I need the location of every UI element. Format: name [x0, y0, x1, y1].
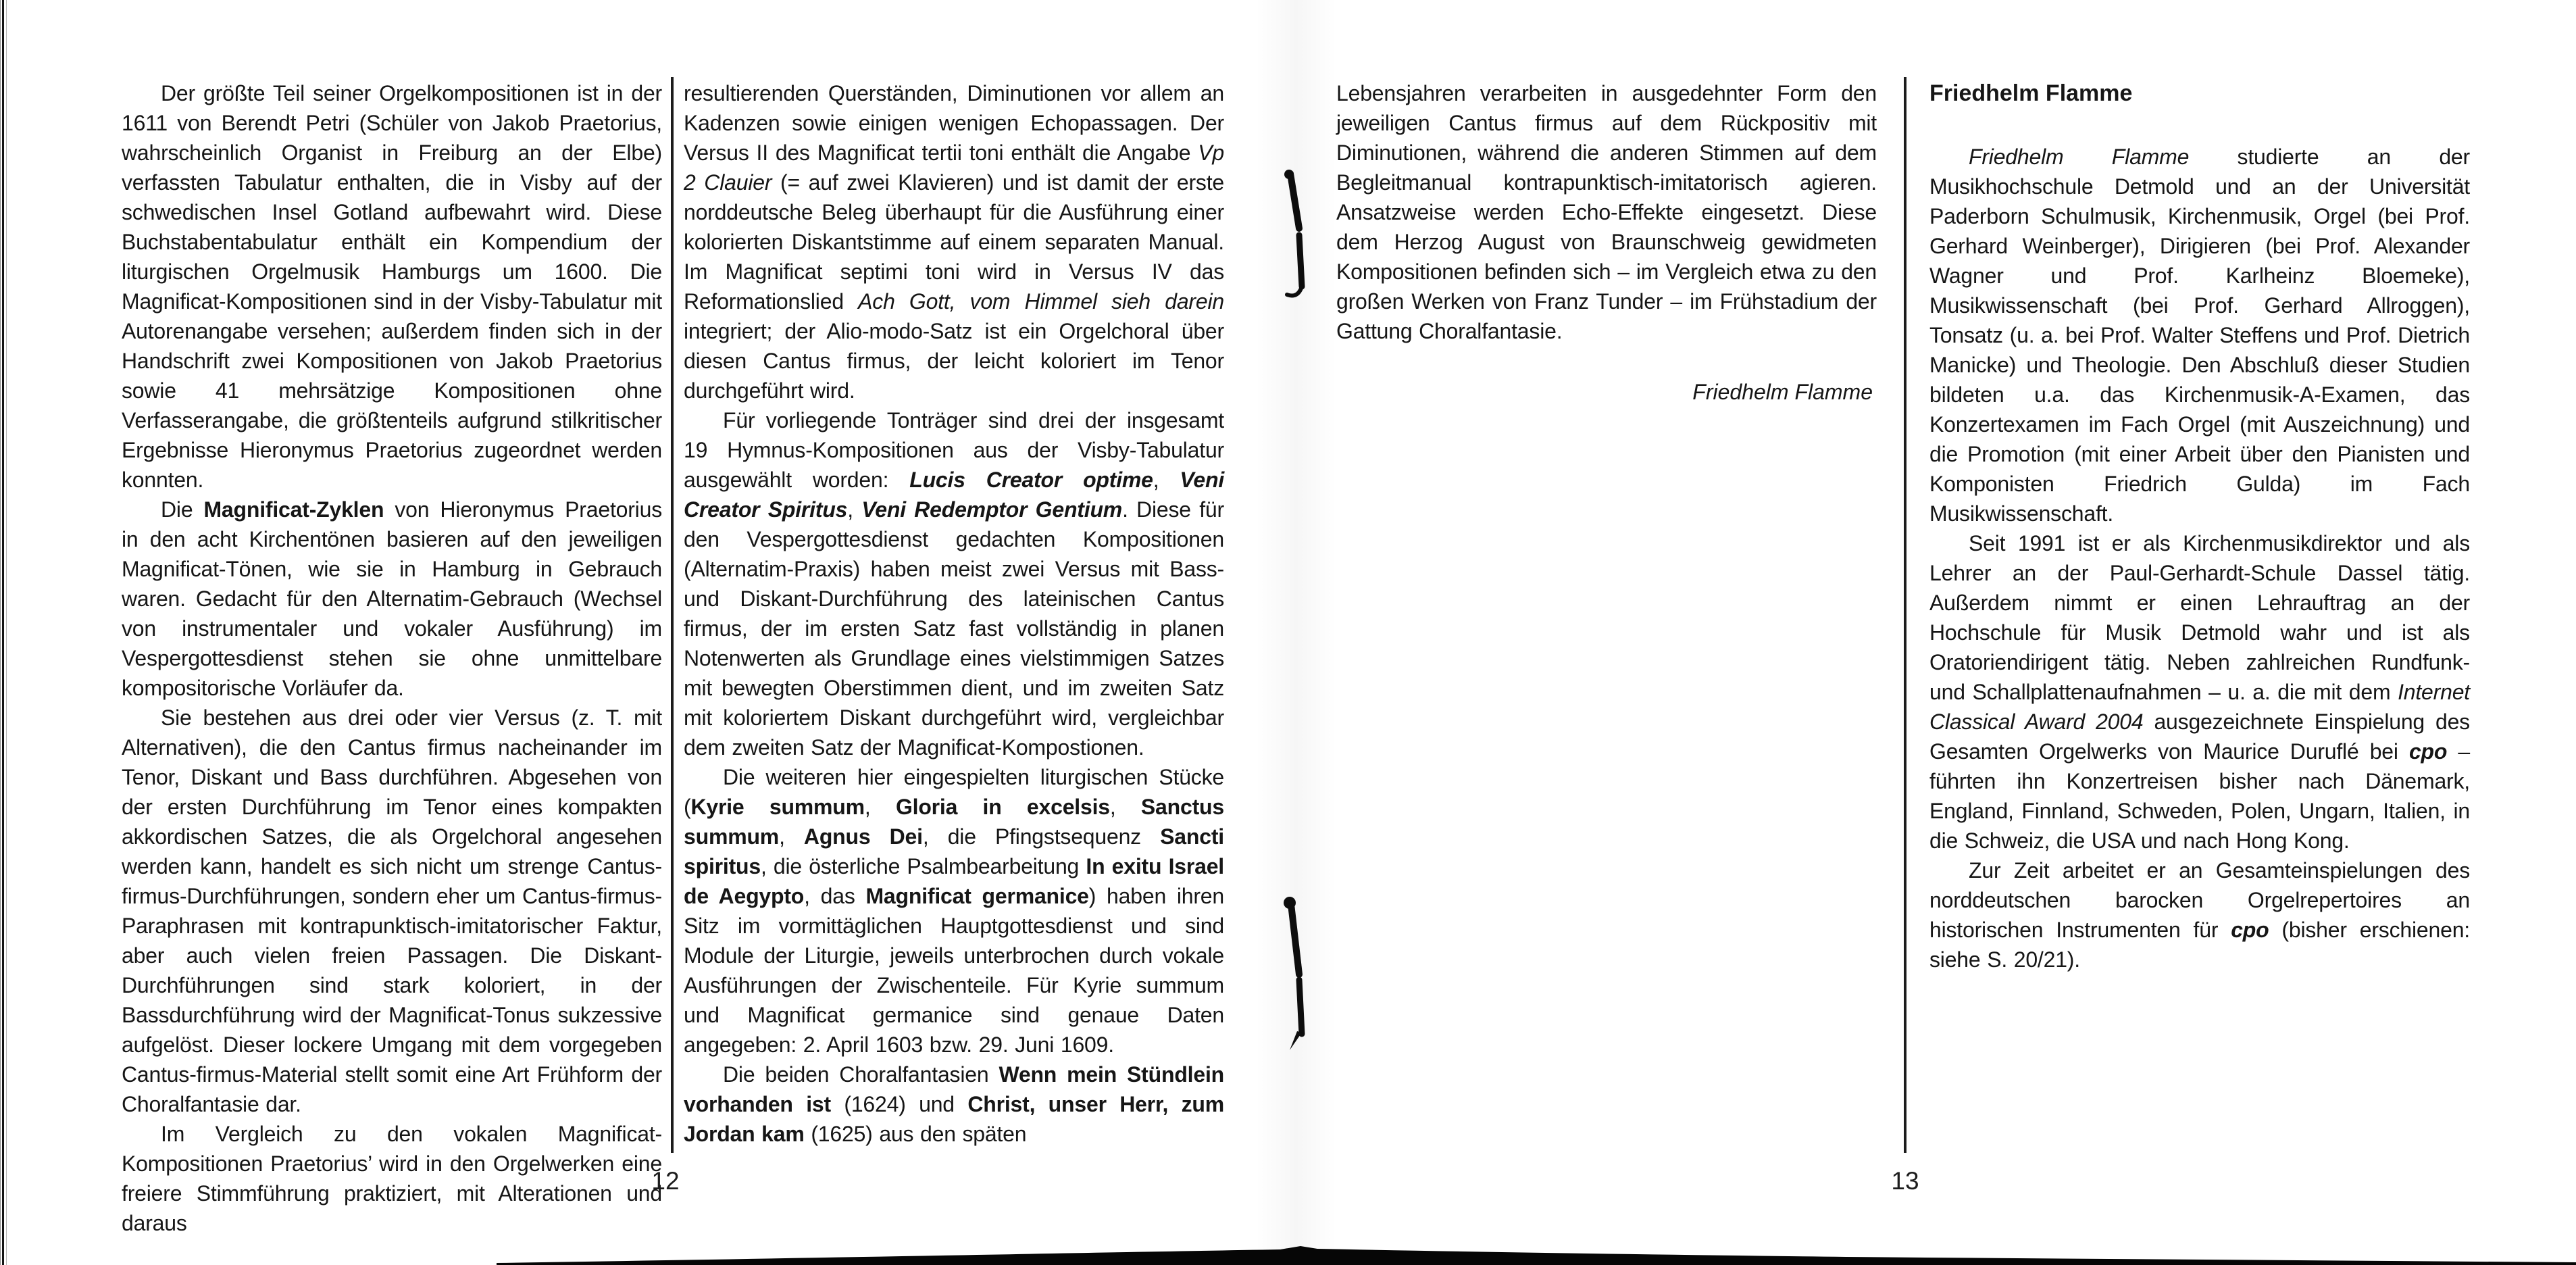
text-run: cpo — [2231, 918, 2269, 942]
text-run: (bisher erschienen: siehe S. 20/21). — [1929, 918, 2470, 972]
text-run: Magnificat germanice — [865, 884, 1089, 908]
text-run: resultierenden Querständen, Diminutionen vor allem an Kadenzen sowie einigen wenigen Echopassagen. Der Versus II des Magnificat tertii toni enthält die Angabe — [684, 81, 1224, 165]
text-run: Ach Gott, vom Himmel sieh darein — [858, 289, 1224, 314]
text-column-1 — [122, 78, 662, 1238]
text-run: , — [1109, 795, 1141, 819]
text-run: Sie bestehen aus drei oder vier Versus (z. T. mit Alternativen), die den Cantus firmus nacheinander im Tenor, Diskant und Bass durchführen. Abgesehen von der ersten Durchführung im Tenor eines kompakten akkordischen Satzes, die als Orgelchoral angesehen werden kann, handelt es sich nicht um strenge Cantus-firmus-Durchführungen, sondern eher um Cantus-firmus-Paraphrasen mit kontrapunktisch-imitatorischer Faktur, aber auch vielen freien Passagen. Die Diskant-Durchführungen sind stark koloriert, in der Bassdurchführung wird der Magnificat-Tonus sukzessive aufgelöst. Dieser lockere Umgang mit dem vorgegeben Cantus-firmus-Material stellt somit eine Art Frühform der Choralfantasie dar. — [122, 705, 662, 1116]
page-number-right: 13 — [1891, 1167, 1919, 1195]
text-run: Veni Redemptor Gentium — [861, 497, 1123, 522]
text-column-2 — [684, 78, 1224, 1149]
text-run: Lebensjahren verarbeiten in ausgedehnter Form den jeweiligen Cantus firmus auf dem Rückpositiv mit Diminutionen, während die anderen Stimmen auf dem Begleitmanual kontrapunktisch-imitatorisch agieren. Ansatzweise werden Echo-Effekte eingesetzt. Diese dem Herzog August von Braunschweig gewidmeten Kompositionen befinden sich – im Vergleich etwa zu den großen Werken von Franz Tunder – im Frühstadium der Gattung Choralfantasie. — [1336, 81, 1877, 343]
column-divider — [671, 77, 674, 1153]
text-run: Magnificat-Zyklen — [203, 497, 384, 522]
text-run: (1625) aus den späten — [804, 1122, 1027, 1146]
text-run: Gloria in excelsis — [895, 795, 1110, 819]
text-run: , — [779, 824, 804, 849]
text-run: , die Pfingstsequenz — [922, 824, 1161, 849]
column-body — [1929, 142, 2470, 974]
text-run: Zur Zeit arbeitet er an Gesamteinspielungen des norddeutschen barocken Orgelrepertoires an historischen Instrumenten für — [1929, 858, 2470, 942]
text-run: In exitu Israel de Aegypto — [684, 854, 1224, 908]
page-number-left: 12 — [651, 1167, 680, 1195]
paragraph — [1929, 528, 2470, 855]
text-run: Die weiteren hier eingespielten liturgischen Stücke ( — [684, 765, 1224, 819]
text-column-3 — [1336, 78, 1877, 407]
text-run: studierte an der Musikhochschule Detmold und an der Universität Paderborn Schulmusik, Kirchenmusik, Orgel (bei Prof. Gerhard Weinberger), Dirigieren (bei Prof. Alexander Wagner und Prof. Karlheinz Bloemeke), Musikwissenschaft (bei Prof. Gerhard Allroggen), Tonsatz (u. a. bei Prof. Walter Steffens und Prof. Dietrich Manicke) und Theologie. Den Abschluß dieser Studien bildeten u.a. das Kirchenmusik-A-Examen, das Konzertexamen im Fach Orgel (mit Auszeichnung) und die Promotion (mit einer Arbeit über den Pianisten und Komponisten Friedrich Gulda) im Fach Musikwissenschaft. — [1929, 145, 2470, 526]
text-run: Wenn mein Stündlein vorhanden ist — [684, 1062, 1224, 1116]
staple-mark-top — [1280, 168, 1306, 301]
text-run: Agnus Dei — [803, 824, 923, 849]
paragraph — [1336, 78, 1877, 346]
paragraph — [122, 495, 662, 703]
text-run: Seit 1991 ist er als Kirchenmusikdirektor und als Lehrer an der Paul-Gerhardt-Schule Dassel tätig. Außerdem nimmt er einen Lehrauftrag an der Hochschule für Musik Detmold wahr und ist als Oratoriendirigent tätig. Neben zahlreichen Rundfunk- und Schallplattenaufnahmen – u. a. die mit dem — [1929, 531, 2470, 704]
paragraph — [1929, 855, 2470, 974]
paragraph — [684, 405, 1224, 762]
text-run: – führten ihn Konzertreisen bisher nach Dänemark, England, Finnland, Schweden, Polen, Ungarn, Italien, in die Schweiz, die USA und nach Hong Kong. — [1929, 739, 2470, 853]
text-run: Die — [161, 497, 204, 522]
text-run: Der größte Teil seiner Orgelkompositionen ist in der 1611 von Berendt Petri (Schüler von Jakob Praetorius, wahrscheinlich Organist in Freiburg an der Elbe) verfassten Tabulatur enthalten, die in Visby auf der schwedischen Insel Gotland aufbewahrt wird. Diese Buchstabentabulatur enthält ein Kompendium der liturgischen Orgelmusik Hamburgs um 1600. Die Magnificat-Kompositionen sind in der Visby-Tabulatur mit Autorenangabe versehen; außerdem finden sich in der Handschrift zwei Kompositionen von Jakob Praetorius sowie 41 mehrsätzige Kompositionen ohne Verfasserangabe, die größtenteils aufgrund stilkritischer Ergebnisse Hieronymus Praetorius zugeordnet werden konnten. — [122, 81, 662, 492]
text-run: Sanctus summum — [684, 795, 1224, 849]
paragraph — [684, 78, 1224, 405]
column-body — [1336, 78, 1877, 346]
text-run: Kyrie summum — [690, 795, 865, 819]
bio-heading: Friedhelm Flamme — [1929, 80, 2133, 106]
text-run: , das — [804, 884, 866, 908]
paragraph — [1929, 142, 2470, 528]
text-run: Christ, unser Herr, zum Jordan kam — [684, 1092, 1224, 1146]
text-run: (= auf zwei Klavieren) und ist damit der erste norddeutsche Beleg überhaupt für die Ausführung einer kolorierten Diskantstimme auf einem separaten Manual. Im Magnificat septimi toni wird in Versus IV das Reformationslied — [684, 170, 1224, 314]
text-run: Im Vergleich zu den vokalen Magnificat-Kompositionen Praetorius’ wird in den Orgelwerken eine freiere Stimmführung praktiziert, mit Alterationen und daraus — [122, 1122, 662, 1235]
text-run: , die österliche Psalmbearbeitung — [760, 854, 1086, 878]
text-run: Sancti spiritus — [684, 824, 1224, 878]
text-run: Internet Classical Award 2004 — [1929, 680, 2470, 734]
paragraph — [122, 1119, 662, 1238]
text-run: ) haben ihren Sitz im vormittäglichen Hauptgottesdienst und sind Module der Liturgie, jeweils unterbrochen durch vokale Ausführungen der Zwischenteile. Für Kyrie summum und Magnificat germanice sind genaue Daten angegeben: 2. April 1603 bzw. 29. Juni 1609. — [684, 884, 1224, 1057]
text-run: von Hieronymus Praetorius in den acht Kirchentönen basieren auf den jeweiligen Magnificat-Tönen, wie sie in Hamburg in Gebrauch waren. Gedacht für den Alternatim-Gebrauch (Wechsel von instrumentaler und vokaler Ausführung) im Vespergottesdienst stehen sie ohne unmittelbare kompositorische Vorläufer da. — [122, 497, 662, 700]
author-signature: Friedhelm Flamme — [1692, 380, 1873, 404]
text-column-4 — [1929, 78, 2470, 974]
text-run: , — [1153, 468, 1180, 492]
text-run: Für vorliegende Tonträger sind drei der insgesamt 19 Hymnus-Kompositionen aus der Visby-Tabulatur ausgewählt worden: — [684, 408, 1224, 492]
text-run: Friedhelm Flamme — [1969, 145, 2190, 169]
text-run: Veni Creator Spiritus — [684, 468, 1225, 522]
paragraph — [684, 762, 1224, 1060]
column-divider — [1904, 77, 1906, 1153]
text-run: integriert; der Alio-modo-Satz ist ein Orgelchoral über diesen Cantus firmus, der leicht koloriert im Tenor durchgeführt wird. — [684, 319, 1224, 403]
text-run: cpo — [2408, 739, 2448, 764]
paragraph — [122, 78, 662, 495]
text-run: Lucis Creator optime — [909, 468, 1153, 492]
text-run: Die beiden Choralfantasien — [723, 1062, 999, 1087]
text-run: ausgezeichnete Einspielung des Gesamten Orgelwerks von Maurice Duruflé bei — [1929, 710, 2470, 764]
text-run: . Diese für den Vespergottesdienst gedachten Kompositionen (Alternatim-Praxis) haben meist zwei Versus mit Bass- und Diskant-Durchführung des lateinischen Cantus firmus, der im ersten Satz fast vollständig in planen Notenwerten als Grundlage eines vielstimmigen Satzes mit bewegten Oberstimmen dient, und im zweiten Satz mit koloriertem Diskant durchgeführt wird, vergleichbar dem zweiten Satz der Magnificat-Kompostionen. — [684, 497, 1224, 760]
text-run: , — [864, 795, 896, 819]
text-run: (1624) und — [830, 1092, 968, 1116]
staple-mark-bottom — [1279, 895, 1307, 1050]
paragraph — [684, 1060, 1224, 1149]
scan-left-edge-lines — [0, 0, 8, 1265]
text-run: Vp 2 Clauier — [684, 141, 1224, 195]
text-run: , — [847, 497, 862, 522]
scan-edge-shadow — [0, 1242, 2576, 1265]
paragraph — [122, 703, 662, 1119]
